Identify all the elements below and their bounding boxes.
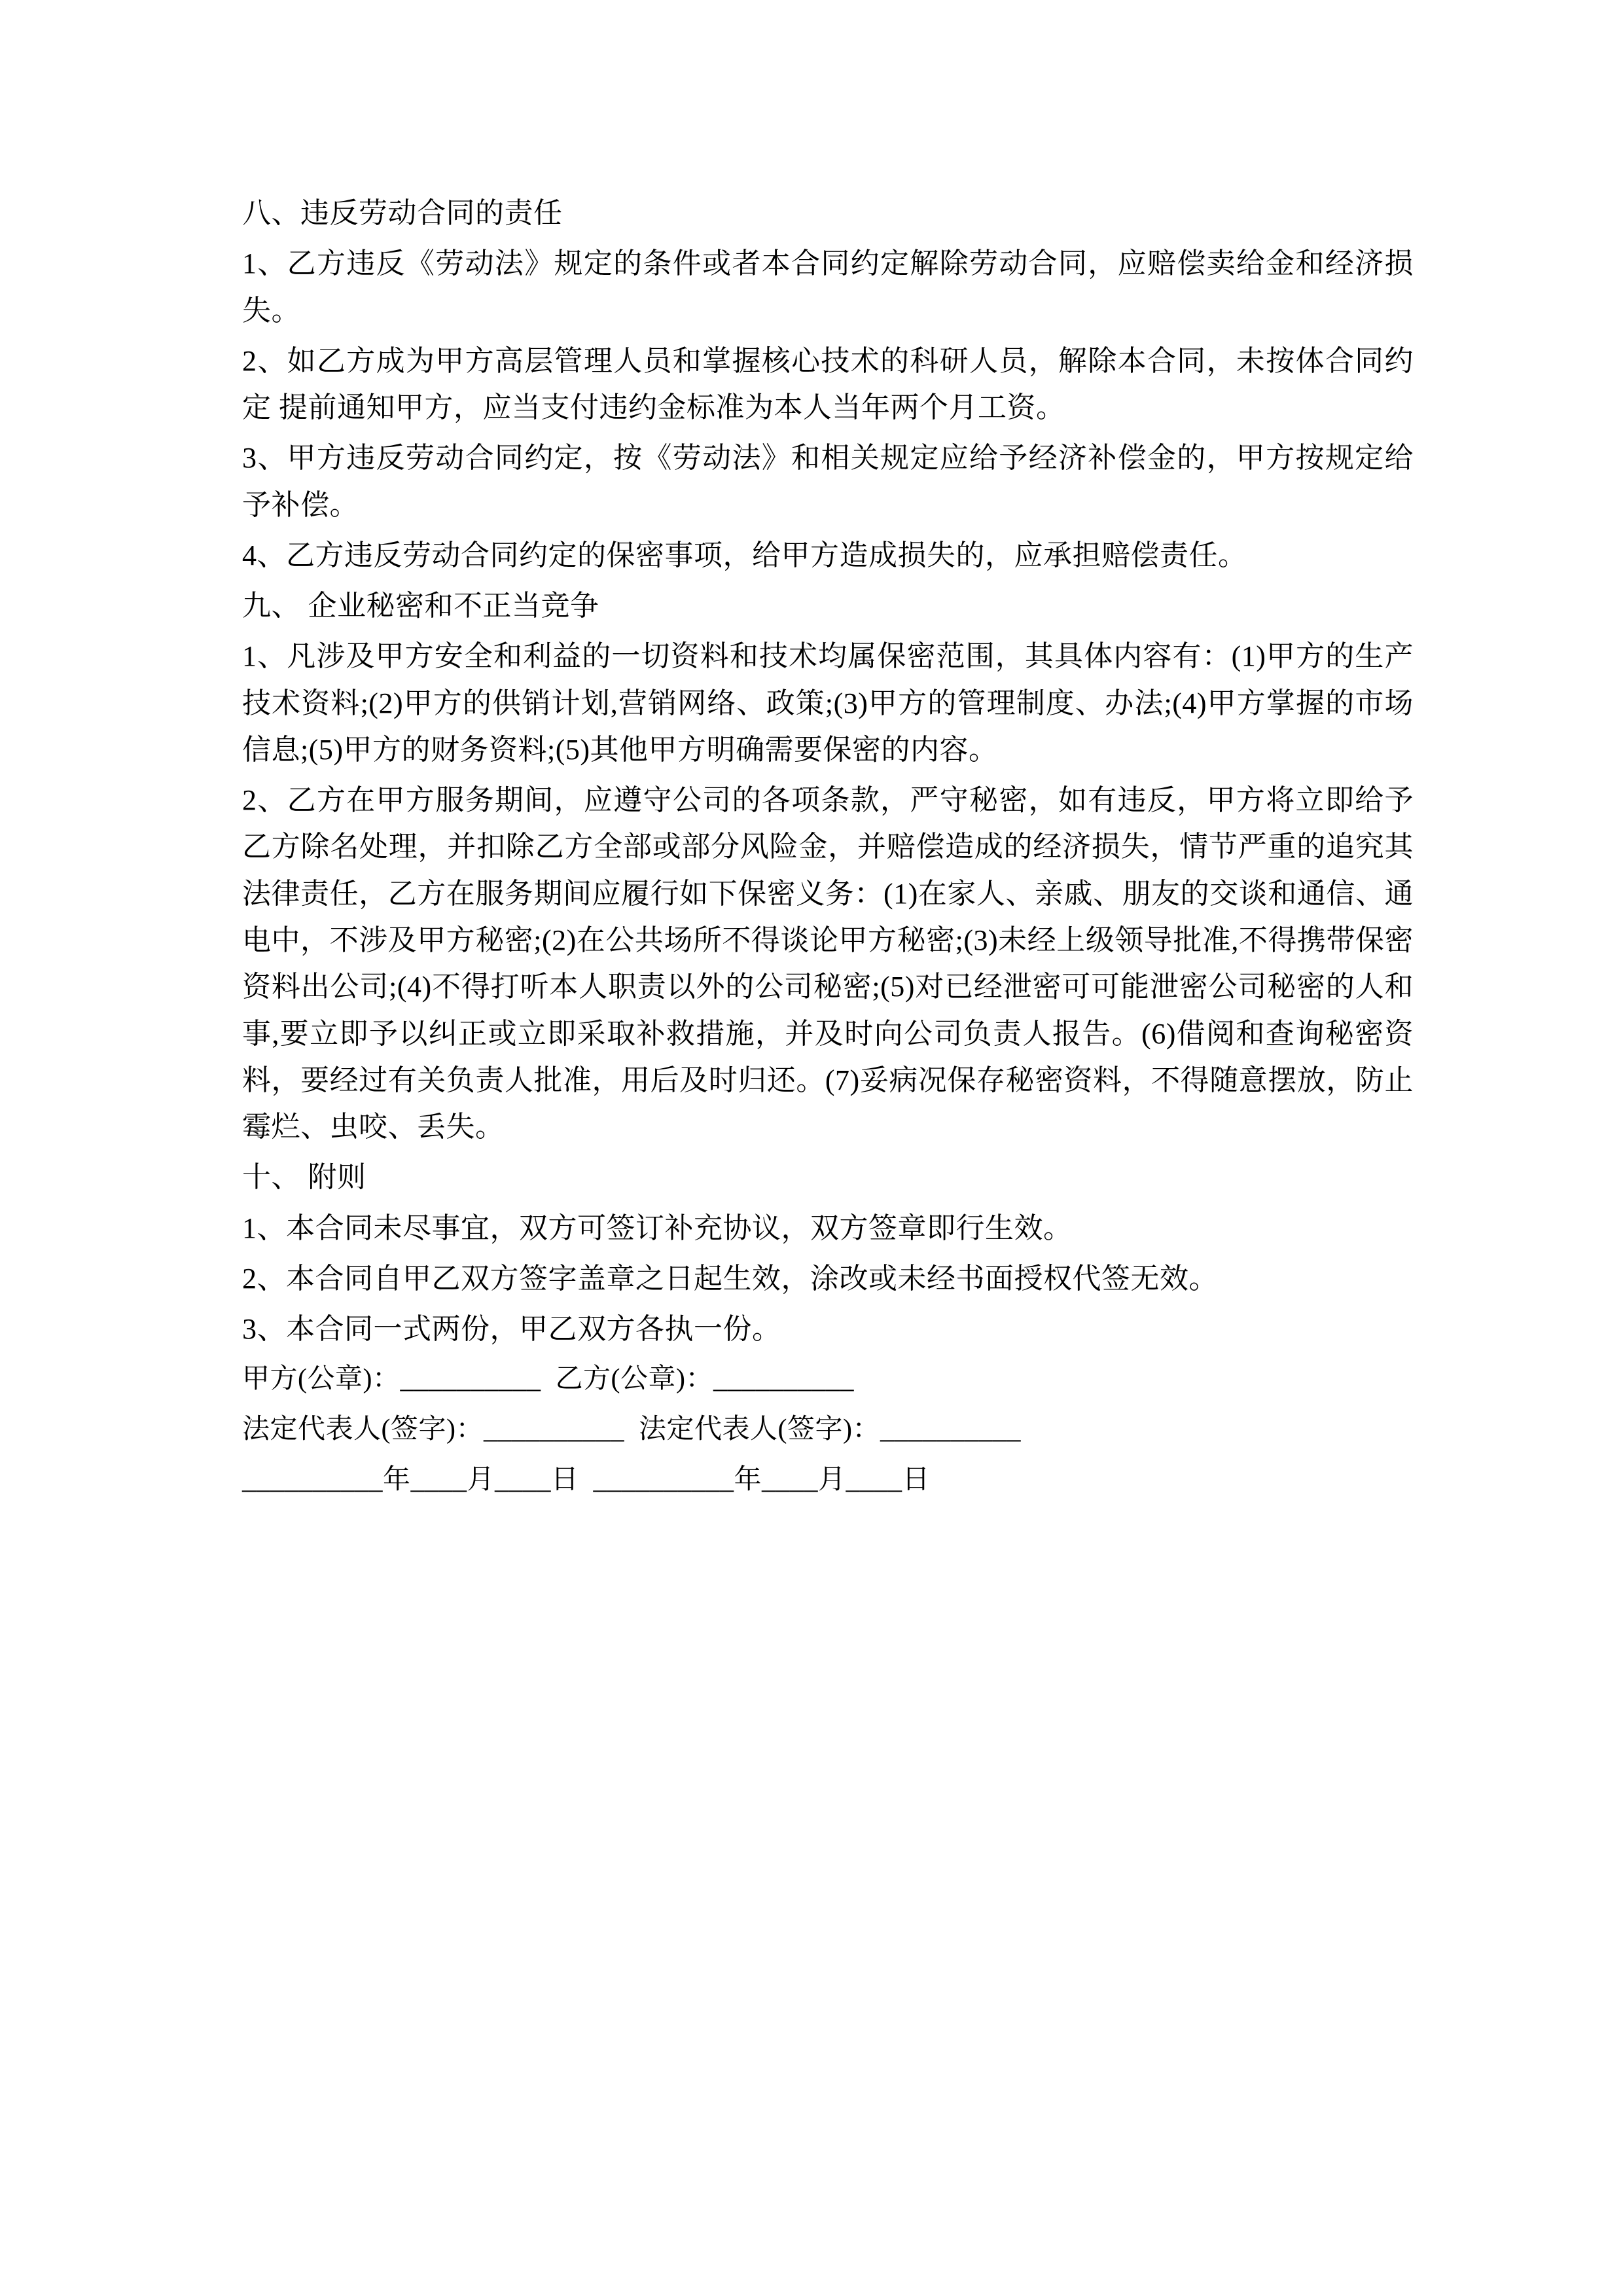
- clause-10-1: 1、本合同未尽事宜，双方可签订补充协议，双方签章即行生效。: [242, 1211, 1073, 1244]
- signature-block: [242, 1359, 1414, 1501]
- section-heading-8: 八、违反劳动合同的责任: [242, 197, 563, 229]
- clause-9-1: 1、凡涉及甲方安全和利益的一切资料和技术均属保密范围，其具体内容有：(1)甲方的生产技术资料;(2)甲方的供销计划,营销网络、政策;(3)甲方的管理制度、办法;(4)甲方掌握的市场信息;(5)甲方的财务资料;(5)其他甲方明确需要保密的内容。: [242, 640, 1414, 766]
- clause-10-2: 2、本合同自甲乙双方签字盖章之日起生效，涂改或未经书面授权代签无效。: [242, 1262, 1218, 1295]
- clause-10-3: 3、本合同一式两份，甲乙双方各执一份。: [242, 1313, 781, 1346]
- section-heading-9: 九、 企业秘密和不正当竞争: [242, 590, 599, 622]
- signature-line-seals: 甲方(公章)：__________ 乙方(公章)：__________: [242, 1364, 854, 1395]
- document-body: [242, 190, 1414, 1501]
- clause-8-2: 2、如乙方成为甲方高层管理人员和掌握核心技术的科研人员，解除本合同，未按体合同约定 提前通知甲方，应当支付违约金标准为本人当年两个月工资。: [242, 344, 1414, 424]
- clause-9-2: 2、乙方在甲方服务期间，应遵守公司的各项条款，严守秘密，如有违反，甲方将立即给予乙方除名处理，并扣除乙方全部或部分风险金，并赔偿造成的经济损失，情节严重的追究其法律责任，乙方在服务期间应履行如下保密义务：(1)在家人、亲戚、朋友的交谈和通信、通电中，不涉及甲方秘密;(2)在公共场所不得谈论甲方秘密;(3)未经上级领导批准,不得携带保密资料出公司;(4)不得打听本人职责以外的公司秘密;(5)对已经泄密可可能泄密公司秘密的人和事,要立即予以纠正或立即采取补救措施，并及时向公司负责人报告。(6)借阅和查询秘密资料，要经过有关负责人批准，用后及时归还。(7)妥病况保存秘密资料，不得随意摆放，防止霉烂、虫咬、丢失。: [242, 784, 1414, 1143]
- clause-8-3: 3、甲方违反劳动合同约定，按《劳动法》和相关规定应给予经济补偿金的，甲方按规定给予补偿。: [242, 442, 1414, 521]
- signature-line-dates: __________年____月____日 __________年____月____日: [242, 1465, 931, 1496]
- clause-8-4: 4、乙方违反劳动合同约定的保密事项，给甲方造成损失的，应承担赔偿责任。: [242, 539, 1247, 571]
- section-heading-10: 十、 附则: [242, 1161, 366, 1194]
- clause-8-1: 1、乙方违反《劳动法》规定的条件或者本合同约定解除劳动合同，应赔偿卖给金和经济损失。: [242, 247, 1414, 327]
- signature-line-representatives: 法定代表人(签字)：__________ 法定代表人(签字)：__________: [242, 1414, 1021, 1445]
